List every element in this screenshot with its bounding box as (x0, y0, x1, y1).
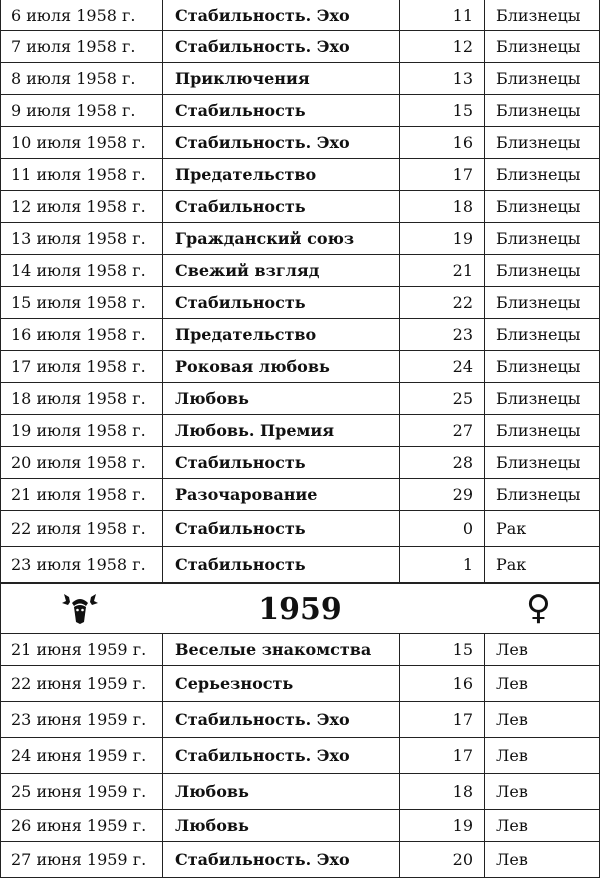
sign-cell: Близнецы (485, 0, 600, 30)
table-row (1, 702, 600, 738)
date-cell: 16 июля 1958 г. (1, 319, 163, 350)
table-row (1, 634, 600, 666)
date-cell: 20 июля 1958 г. (1, 447, 163, 478)
event-cell: Предательство (163, 319, 400, 350)
date-cell: 10 июля 1958 г. (1, 127, 163, 158)
event-cell: Стабильность (163, 95, 400, 126)
table-row (1, 287, 600, 319)
number-cell: 22 (400, 287, 485, 318)
sign-cell: Близнецы (485, 383, 600, 414)
table-row (1, 738, 600, 774)
date-cell: 13 июля 1958 г. (1, 223, 163, 254)
number-cell: 13 (400, 63, 485, 94)
event-cell: Стабильность (163, 191, 400, 222)
event-cell: Предательство (163, 159, 400, 190)
event-cell: Стабильность (163, 547, 400, 582)
sign-cell: Лев (485, 774, 600, 809)
date-cell: 7 июля 1958 г. (1, 31, 163, 62)
number-cell: 28 (400, 447, 485, 478)
number-cell: 25 (400, 383, 485, 414)
sign-cell: Близнецы (485, 287, 600, 318)
event-cell: Стабильность (163, 447, 400, 478)
table-row (1, 159, 600, 191)
table-row (1, 547, 600, 583)
number-cell: 18 (400, 774, 485, 809)
event-cell: Серьезность (163, 666, 400, 701)
sign-cell: Близнецы (485, 191, 600, 222)
date-cell: 14 июля 1958 г. (1, 255, 163, 286)
date-cell: 21 июня 1959 г. (1, 634, 163, 665)
sign-cell: Близнецы (485, 31, 600, 62)
sign-cell: Рак (485, 547, 600, 582)
table-row (1, 511, 600, 547)
sign-cell: Близнецы (485, 351, 600, 382)
event-cell: Стабильность. Эхо (163, 738, 400, 773)
event-cell: Роковая любовь (163, 351, 400, 382)
date-cell: 26 июня 1959 г. (1, 810, 163, 841)
event-cell: Веселые знакомства (163, 634, 400, 665)
event-cell: Приключения (163, 63, 400, 94)
date-cell: 23 июня 1959 г. (1, 702, 163, 737)
table-row (1, 0, 600, 31)
sign-cell: Лев (485, 702, 600, 737)
table-row (1, 383, 600, 415)
table-row (1, 223, 600, 255)
sign-cell: Близнецы (485, 127, 600, 158)
event-cell: Стабильность (163, 287, 400, 318)
rows-1958 (1, 0, 600, 583)
number-cell: 18 (400, 191, 485, 222)
event-cell: Стабильность. Эхо (163, 842, 400, 877)
date-cell: 8 июля 1958 г. (1, 63, 163, 94)
event-cell: Гражданский союз (163, 223, 400, 254)
sign-cell: Рак (485, 511, 600, 546)
event-cell: Свежий взгляд (163, 255, 400, 286)
date-cell: 24 июня 1959 г. (1, 738, 163, 773)
date-cell: 6 июля 1958 г. (1, 0, 163, 30)
sign-cell: Близнецы (485, 447, 600, 478)
sign-cell: Лев (485, 738, 600, 773)
number-cell: 21 (400, 255, 485, 286)
sign-cell: Близнецы (485, 223, 600, 254)
year-header (1, 583, 600, 634)
sign-cell: Близнецы (485, 159, 600, 190)
date-cell: 17 июля 1958 г. (1, 351, 163, 382)
number-cell: 29 (400, 479, 485, 510)
table-row (1, 127, 600, 159)
sign-cell: Близнецы (485, 255, 600, 286)
event-cell: Стабильность. Эхо (163, 702, 400, 737)
number-cell: 1 (400, 547, 485, 582)
sign-cell: Близнецы (485, 95, 600, 126)
number-cell: 19 (400, 223, 485, 254)
table-row (1, 479, 600, 511)
number-cell: 0 (400, 511, 485, 546)
date-cell: 22 июля 1958 г. (1, 511, 163, 546)
table-row (1, 255, 600, 287)
date-cell: 9 июля 1958 г. (1, 95, 163, 126)
sign-cell: Лев (485, 634, 600, 665)
sign-cell: Близнецы (485, 319, 600, 350)
date-cell: 21 июля 1958 г. (1, 479, 163, 510)
venus-symbol-icon: ♀ (526, 588, 551, 628)
event-cell: Любовь. Премия (163, 415, 400, 446)
number-cell: 17 (400, 159, 485, 190)
table-row (1, 95, 600, 127)
event-cell: Стабильность (163, 511, 400, 546)
date-cell: 27 июня 1959 г. (1, 842, 163, 877)
number-cell: 17 (400, 738, 485, 773)
number-cell: 19 (400, 810, 485, 841)
number-cell: 15 (400, 634, 485, 665)
event-cell: Стабильность. Эхо (163, 0, 400, 30)
sign-cell: Близнецы (485, 415, 600, 446)
number-cell: 20 (400, 842, 485, 877)
number-cell: 12 (400, 31, 485, 62)
date-cell: 22 июня 1959 г. (1, 666, 163, 701)
table-row (1, 774, 600, 810)
table-row (1, 810, 600, 842)
event-cell: Любовь (163, 774, 400, 809)
table-row (1, 415, 600, 447)
number-cell: 16 (400, 666, 485, 701)
sign-cell: Лев (485, 842, 600, 877)
table-row (1, 31, 600, 63)
table-row (1, 319, 600, 351)
year-title: 1959 (258, 592, 342, 627)
table-row (1, 666, 600, 702)
number-cell: 17 (400, 702, 485, 737)
sign-cell: Лев (485, 810, 600, 841)
number-cell: 23 (400, 319, 485, 350)
number-cell: 27 (400, 415, 485, 446)
sign-cell: Лев (485, 666, 600, 701)
number-cell: 11 (400, 0, 485, 30)
number-cell: 24 (400, 351, 485, 382)
event-cell: Любовь (163, 383, 400, 414)
date-cell: 18 июля 1958 г. (1, 383, 163, 414)
table-row (1, 842, 600, 878)
rows-1959 (1, 634, 600, 878)
event-cell: Стабильность. Эхо (163, 127, 400, 158)
table-row (1, 351, 600, 383)
date-cell: 15 июля 1958 г. (1, 287, 163, 318)
date-cell: 25 июня 1959 г. (1, 774, 163, 809)
date-cell: 11 июля 1958 г. (1, 159, 163, 190)
date-cell: 12 июля 1958 г. (1, 191, 163, 222)
date-cell: 23 июля 1958 г. (1, 547, 163, 582)
event-cell: Стабильность. Эхо (163, 31, 400, 62)
sign-cell: Близнецы (485, 63, 600, 94)
table-row (1, 447, 600, 479)
event-cell: Любовь (163, 810, 400, 841)
table-row (1, 191, 600, 223)
event-cell: Разочарование (163, 479, 400, 510)
sign-cell: Близнецы (485, 479, 600, 510)
number-cell: 16 (400, 127, 485, 158)
date-cell: 19 июля 1958 г. (1, 415, 163, 446)
number-cell: 15 (400, 95, 485, 126)
table-row (1, 63, 600, 95)
